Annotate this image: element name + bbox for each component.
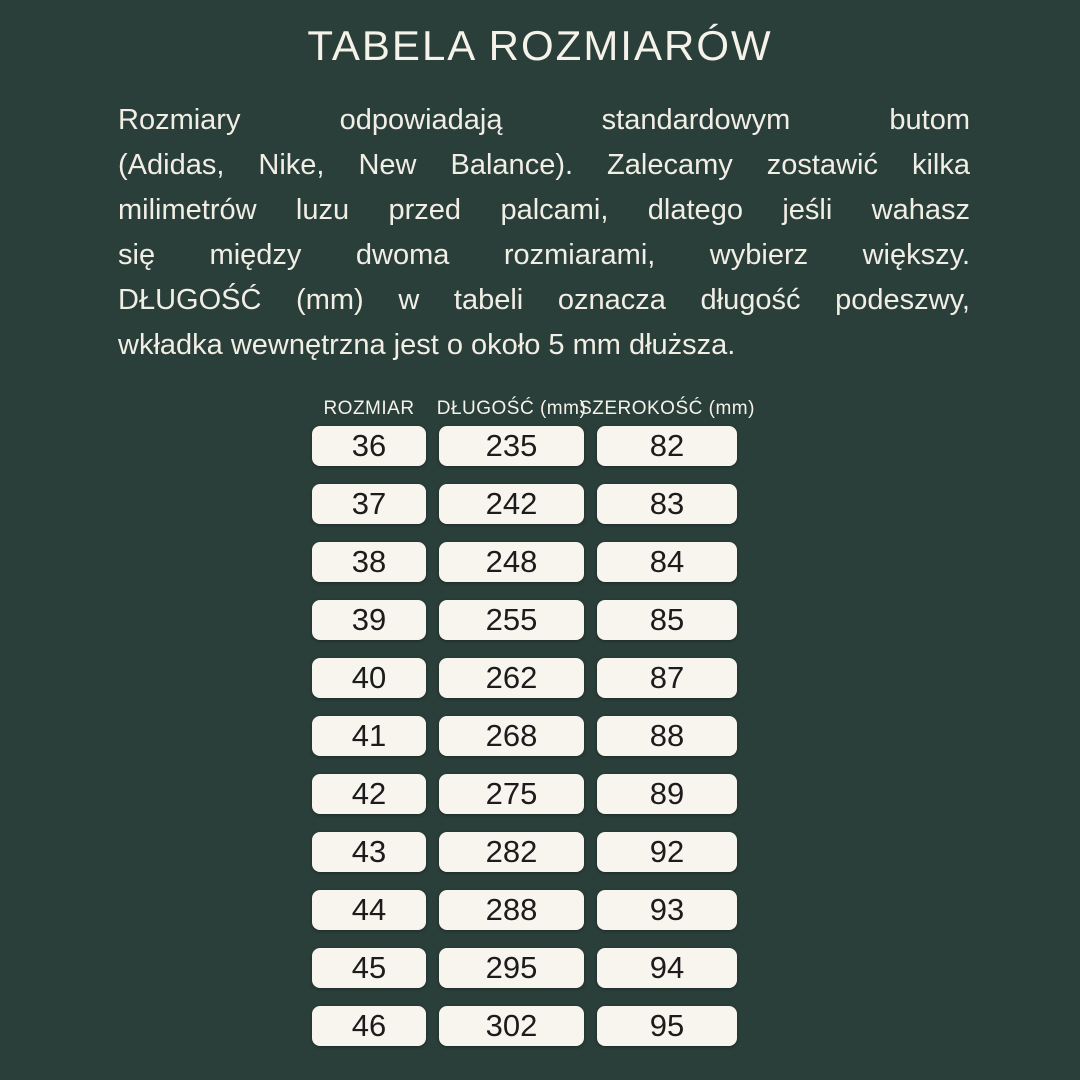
table-cell: 302 [439, 1006, 584, 1046]
table-cell: 242 [439, 484, 584, 524]
table-cell: 45 [312, 948, 426, 988]
table-cell: 255 [439, 600, 584, 640]
table-cell: 46 [312, 1006, 426, 1046]
table-cell: 295 [439, 948, 584, 988]
table-cell: 275 [439, 774, 584, 814]
table-cell: 43 [312, 832, 426, 872]
description-line: się między dwoma rozmiarami, wybierz większy. [118, 239, 970, 272]
description-line: (Adidas, Nike, New Balance). Zalecamy zostawić kilka [118, 149, 970, 182]
table-cell: 44 [312, 890, 426, 930]
table-row [312, 890, 737, 930]
table-row [312, 832, 737, 872]
description-line: wkładka wewnętrzna jest o około 5 mm dłuższa. [118, 329, 736, 362]
table-cell: 41 [312, 716, 426, 756]
table-cell: 248 [439, 542, 584, 582]
column-header-dlugosc: DŁUGOŚĆ (mm) [436, 398, 587, 420]
table-cell: 36 [312, 426, 426, 466]
table-row [312, 774, 737, 814]
table-cell: 288 [439, 890, 584, 930]
table-row [312, 658, 737, 698]
table-cell: 40 [312, 658, 426, 698]
size-table-header [312, 396, 755, 420]
description-line: milimetrów luzu przed palcami, dlatego jeśli wahasz [118, 194, 970, 227]
table-row [312, 716, 737, 756]
column-header-rozmiar: ROZMIAR [323, 398, 415, 420]
table-cell: 235 [439, 426, 584, 466]
table-cell: 39 [312, 600, 426, 640]
table-row [312, 426, 737, 466]
size-description [118, 98, 970, 368]
table-row [312, 600, 737, 640]
table-cell: 85 [597, 600, 737, 640]
size-table [312, 396, 755, 1046]
table-row [312, 542, 737, 582]
table-cell: 38 [312, 542, 426, 582]
page-title: TABELA ROZMIARÓW [307, 22, 773, 69]
table-cell: 282 [439, 832, 584, 872]
table-cell: 94 [597, 948, 737, 988]
table-cell: 42 [312, 774, 426, 814]
description-line: Rozmiary odpowiadają standardowym butom [118, 104, 970, 137]
table-cell: 82 [597, 426, 737, 466]
size-table-rows [312, 426, 737, 1046]
table-cell: 84 [597, 542, 737, 582]
table-row [312, 1006, 737, 1046]
table-cell: 37 [312, 484, 426, 524]
table-cell: 89 [597, 774, 737, 814]
table-cell: 87 [597, 658, 737, 698]
table-cell: 92 [597, 832, 737, 872]
table-row [312, 948, 737, 988]
description-line: DŁUGOŚĆ (mm) w tabeli oznacza długość podeszwy, [118, 284, 970, 317]
table-cell: 93 [597, 890, 737, 930]
table-cell: 95 [597, 1006, 737, 1046]
table-cell: 88 [597, 716, 737, 756]
table-cell: 268 [439, 716, 584, 756]
column-header-szerokosc: SZEROKOŚĆ (mm) [579, 398, 755, 420]
table-cell: 83 [597, 484, 737, 524]
table-row [312, 484, 737, 524]
table-cell: 262 [439, 658, 584, 698]
